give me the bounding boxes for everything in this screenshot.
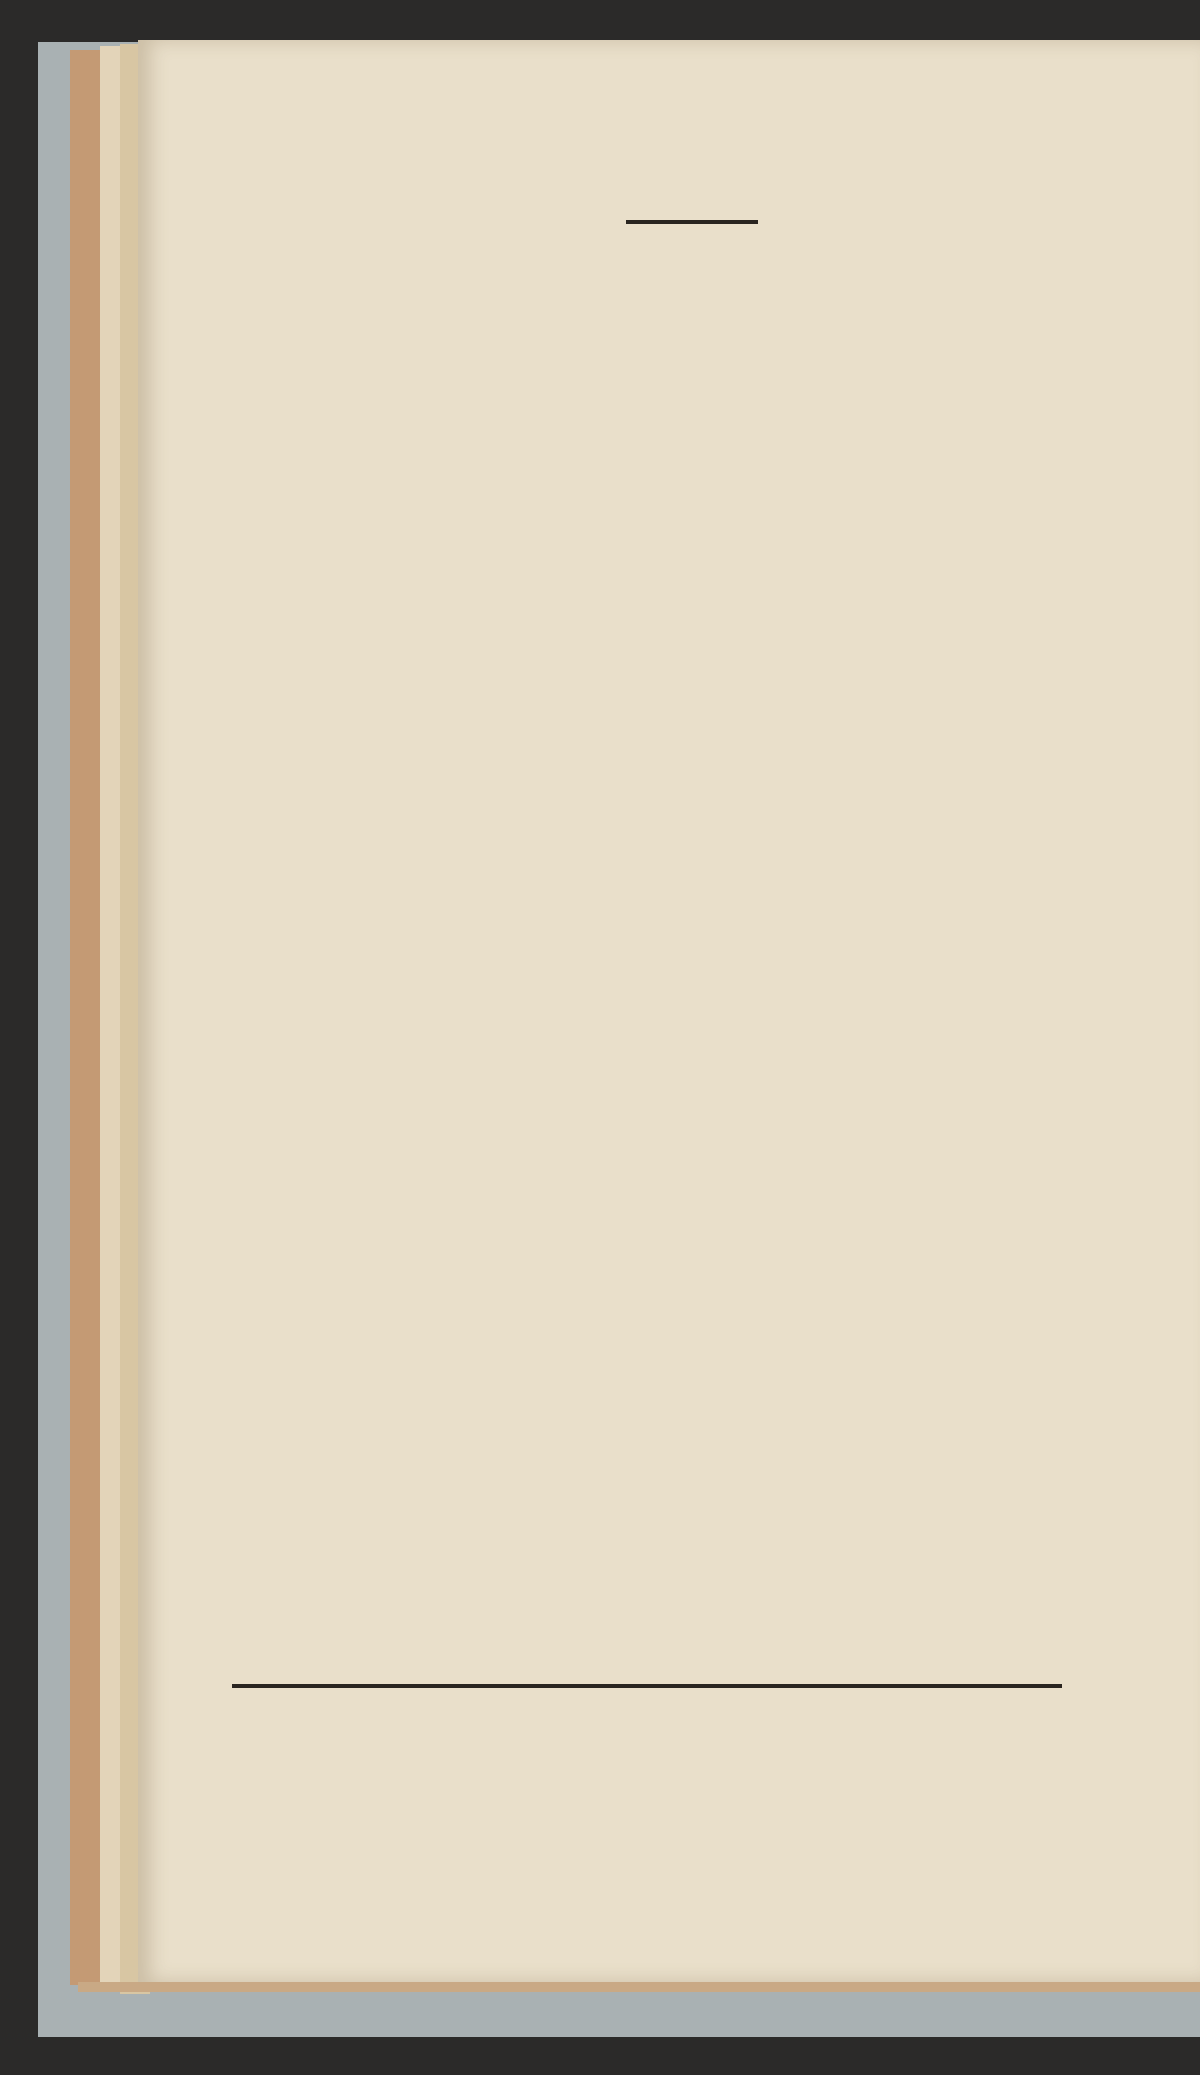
book-page <box>138 40 1200 1982</box>
footnote-rule <box>232 1684 1062 1688</box>
header-rule <box>626 220 758 224</box>
book-edge <box>78 1982 1200 1992</box>
